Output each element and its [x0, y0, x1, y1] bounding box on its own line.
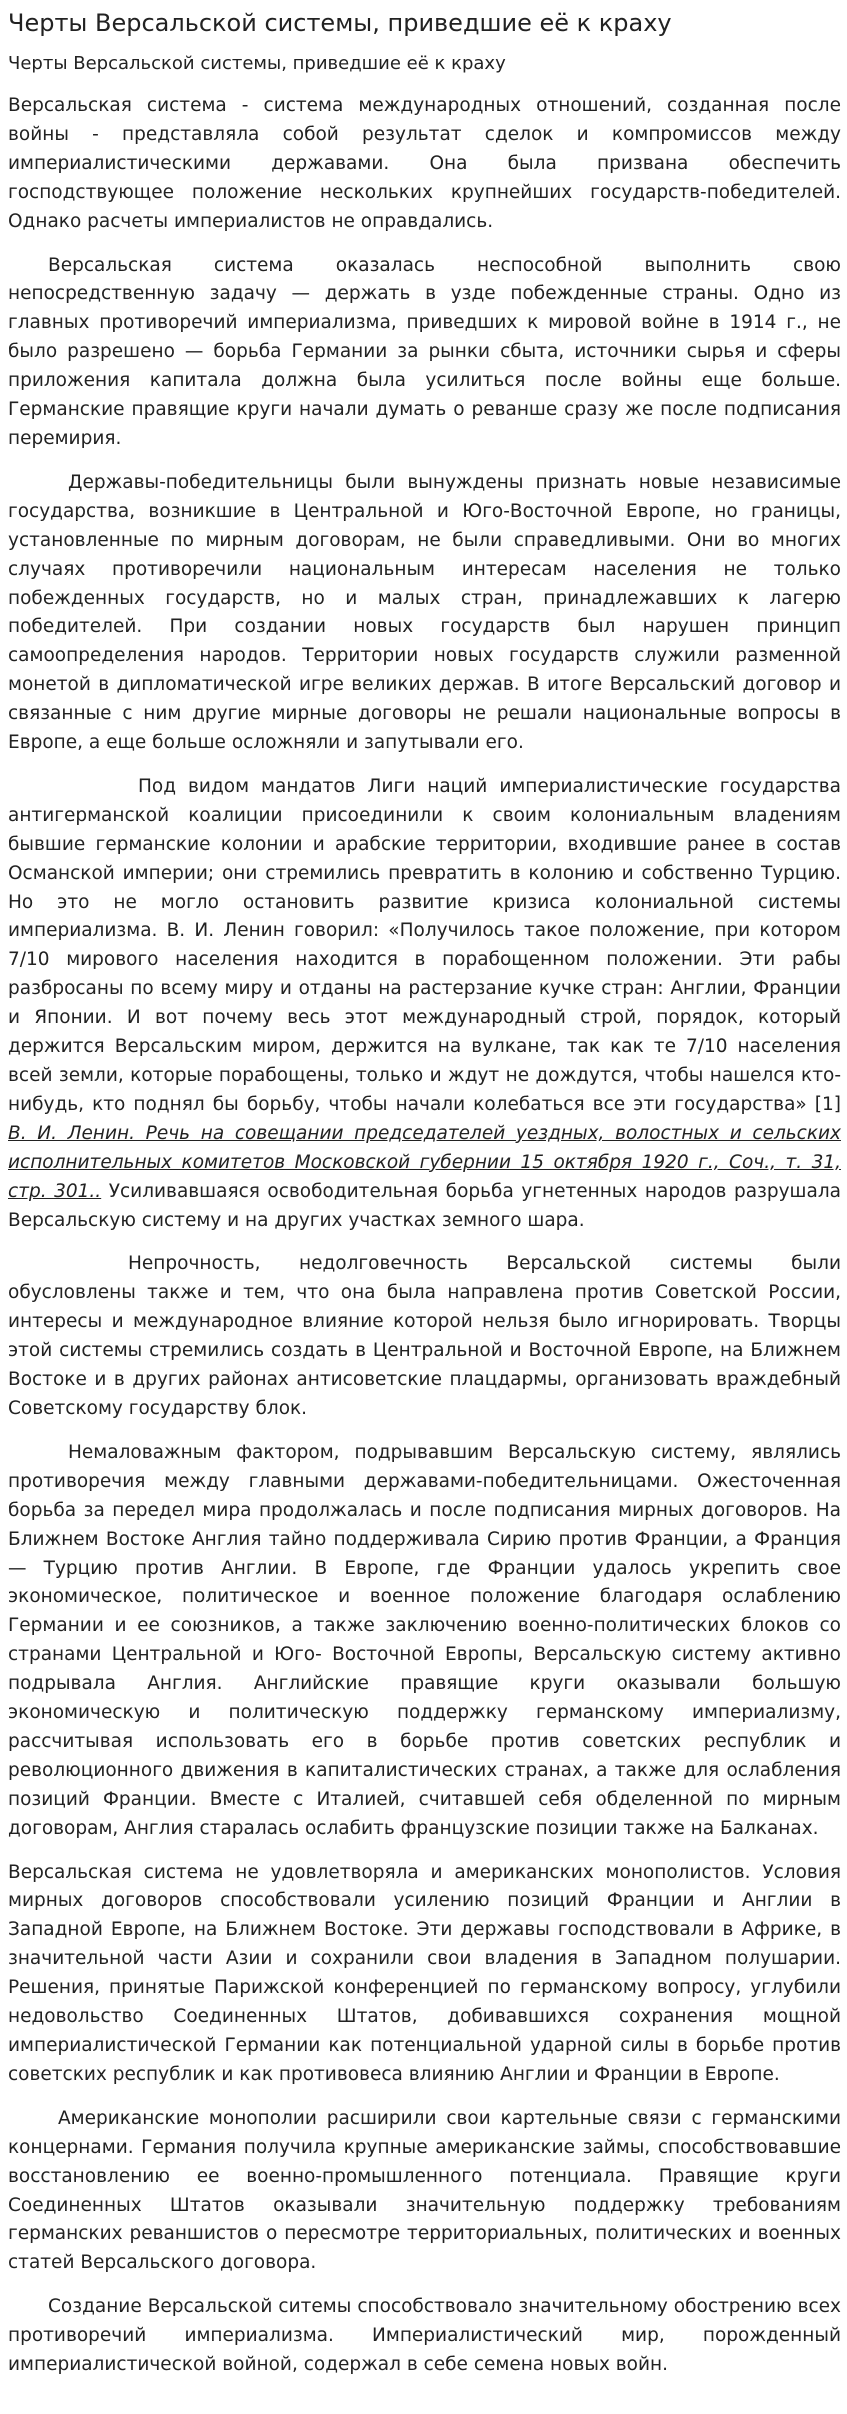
paragraph-lenin-tail: Усиливавшаяся освободительная борьба угнетенных народов разрушала Версальскую систему и на других участках земного шара. — [8, 1180, 841, 1231]
paragraph-new-states: Державы-победительницы были вынуждены признать новые независимые государства, возникшие в Центральной и Юго-Восточной Европе, но границы, установленные по мирным договорам, не были справедливыми. Они во многих случаях противоречили национальным интересам населения не только побежденных государств, но и малых стран, принадлежавших к лагерю победителей. При создании новых государств был нарушен принцип самоопределения народов. Территории новых государств служили разменной монетой в дипломатической игре великих держав. В итоге Версальский договор и связанные с ним другие мирные договоры не решали национальные вопросы в Европе, а еще больше осложняли и запутывали его. — [8, 471, 841, 754]
lenin-citation-link[interactable]: В. И. Ленин. Речь на совещании председателей уездных, волостных и сельских исполнительных комитетов Московской губернии 15 октября 1920 г., Соч., т. 31, стр. 301.. — [8, 1122, 841, 1202]
article-subtitle: Черты Версальской системы, приведшие её к краху — [8, 53, 506, 74]
paragraph-lenin-text: Под видом мандатов Лиги наций империалистические государства антигерманской коалиции присоединили к своим колониальным владениям бывшие германские колонии и арабские территории, входившие ранее в состав Османской империи; они стремились превратить в колонию и собственно Турцию. Но это не могло остановить развитие кризиса колониальной системы империализма. В. И. Ленин говорил: «Получилось такое положение, при котором 7/10 мирового населения находится в порабощенном положении. Эти рабы разбросаны по всему миру и отданы на растерзание кучке стран: Англии, Франции и Японии. И вот почему весь этот международный строй, порядок, который держится Версальским миром, держится на вулкане, так как те 7/10 населения всей земли, которые порабощены, только и ждут не дождутся, чтобы нашелся кто-нибудь, кто поднял бы борьбу, чтобы начали колебаться все эти государства» [1] — [8, 775, 841, 1115]
page-title: Черты Версальской системы, приведшие её к краху — [8, 9, 672, 37]
paragraph-american-monopolists: Версальская система не удовлетворяла и американских монополистов. Условия мирных договоров способствовали усилению позиций Франции и Англии в Западной Европе, на Ближнем Востоке. Эти державы господствовали в Африке, в значительной части Азии и сохранили свои владения в Западном полушарии. Решения, принятые Парижской конференцией по германскому вопросу, углубили недовольство Соединенных Штатов, добивавшихся сохранения мощной империалистической Германии как потенциальной ударной силы в борьбе против советских республик и как противовеса влиянию Англии и Франции в Европе. — [8, 1861, 841, 2085]
paragraph-unresolved-contradictions: Версальская система оказалась неспособной выполнить свою непосредственную задачу — держать в узде побежденные страны. Одно из главных противоречий империализма, приведших к мировой войне в 1914 г., не было разрешено — борьба Германии за рынки сбыта, источники сырья и сферы приложения капитала должна была усилиться после войны еще больше. Германские правящие круги начали думать о реванше сразу же после подписания перемирия. — [8, 254, 841, 449]
paragraph-anti-soviet: Непрочность, недолговечность Версальской системы были обусловлены также и тем, что она была направлена против Советской России, интересы и международное влияние которой нельзя было игнорировать. Творцы этой системы стремились создать в Центральной и Восточной Европе, на Ближнем Востоке и в других районах антисоветские плацдармы, организовать враждебный Советскому государству блок. — [8, 1253, 841, 1419]
paragraph-mandates-lenin — [8, 773, 841, 1236]
paragraph-victor-contradictions: Немаловажным фактором, подрывавшим Версальскую систему, являлись противоречия между главными державами-победительницами. Ожесточенная борьба за передел мира продолжалась и после подписания мирных договоров. На Ближнем Востоке Англия тайно поддерживала Сирию против Франции, а Франция — Турцию против Англии. В Европе, где Франции удалось укрепить свое экономическое, политическое и военное положение благодаря ослаблению Германии и ее союзников, а также заключению военно-политических блоков со странами Центральной и Юго- Восточной Европы, Версальскую систему активно подрывала Англия. Английские правящие круги оказывали большую экономическую и политическую поддержку германскому империализму, рассчитывая использовать его в борьбе против советских республик и революционного движения в капиталистических странах, а также для ослабления позиций Франции. Вместе с Италией, считавшей себя обделенной по мирным договорам, Англия старалась ослабить французские позиции также на Балканах. — [8, 1441, 841, 1839]
paragraph-american-monopolies: Американские монополии расширили свои картельные связи с германскими концернами. Германия получила крупные американские займы, способствовавшие восстановлению ее военно-промышленного потенциала. Правящие круги Соединенных Штатов оказывали значительную поддержку требованиям германских реваншистов о пересмотре территориальных, политических и военных статей Версальского договора. — [8, 2107, 841, 2274]
paragraph-definition: Версальская система - система международных отношений, созданная после войны - представляла собой результат сделок и компромиссов между империалистическими державами. Она была призвана обеспечить господствующее положение нескольких крупнейших государств-победителей. Однако расчеты империалистов не оправдались. — [8, 95, 841, 232]
paragraph-conclusion: Создание Версальской ситемы способствовало значительному обострению всех противоречий империализма. Империалистический мир, порожденный империалистической войной, содержал в себе семена новых войн. — [8, 2296, 841, 2376]
